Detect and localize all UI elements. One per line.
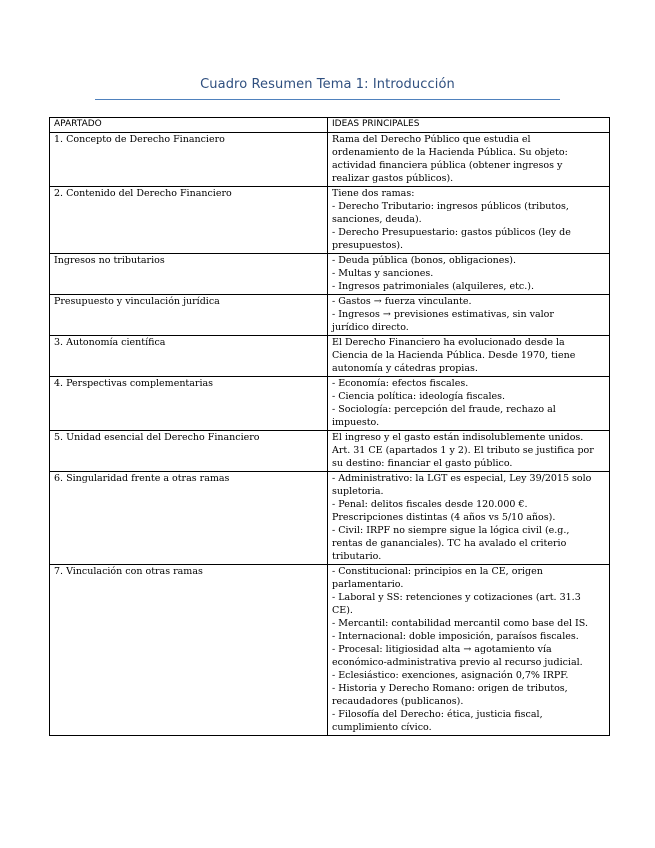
idea-line: - Economía: efectos fiscales. — [332, 378, 469, 389]
idea-line: - Multas y sanciones. — [332, 268, 434, 279]
idea-line: - Historia y Derecho Romano: origen de tributos, — [332, 683, 568, 694]
table-body — [50, 133, 610, 736]
idea-line: tributario. — [332, 551, 382, 562]
idea-line: - Derecho Presupuestario: gastos públicos (ley de — [332, 227, 571, 238]
idea-line: - Filosofía del Derecho: ética, justicia fiscal, — [332, 709, 543, 720]
idea-line: - Sociología: percepción del fraude, rechazo al — [332, 404, 556, 415]
apartado-cell: 1. Concepto de Derecho Financiero — [50, 133, 328, 187]
idea-line: cumplimiento cívico. — [332, 722, 432, 733]
ideas-cell — [328, 377, 610, 431]
apartado-cell: 6. Singularidad frente a otras ramas — [50, 472, 328, 565]
table-header-row — [50, 118, 610, 133]
idea-line: Rama del Derecho Público que estudia el — [332, 134, 531, 145]
idea-line: parlamentario. — [332, 579, 404, 590]
table-row — [50, 254, 610, 295]
idea-line: autonomía y cátedras propias. — [332, 363, 478, 374]
table-row — [50, 377, 610, 431]
idea-line: - Penal: delitos fiscales desde 120.000 €. — [332, 499, 528, 510]
header-apartado: APARTADO — [50, 118, 328, 133]
table-row — [50, 187, 610, 254]
ideas-cell — [328, 295, 610, 336]
idea-line: - Mercantil: contabilidad mercantil como base del IS. — [332, 618, 588, 629]
apartado-cell: 2. Contenido del Derecho Financiero — [50, 187, 328, 254]
idea-line: sanciones, deuda). — [332, 214, 422, 225]
idea-line: Tiene dos ramas: — [332, 188, 415, 199]
idea-line: ordenamiento de la Hacienda Pública. Su objeto: — [332, 147, 568, 158]
idea-line: - Eclesiástico: exenciones, asignación 0,7% IRPF. — [332, 670, 569, 681]
ideas-cell — [328, 431, 610, 472]
idea-line: El Derecho Financiero ha evolucionado desde la — [332, 337, 565, 348]
apartado-cell: 5. Unidad esencial del Derecho Financiero — [50, 431, 328, 472]
header-ideas-principales: IDEAS PRINCIPALES — [328, 118, 610, 133]
idea-line: rentas de gananciales). TC ha avalado el criterio — [332, 538, 567, 549]
idea-line: CE). — [332, 605, 353, 616]
idea-line: Art. 31 CE (apartados 1 y 2). El tributo se justifica por — [332, 445, 594, 456]
table-row — [50, 431, 610, 472]
idea-line: - Ciencia política: ideología fiscales. — [332, 391, 506, 402]
table-row — [50, 295, 610, 336]
table-row — [50, 565, 610, 736]
idea-line: Ciencia de la Hacienda Pública. Desde 1970, tiene — [332, 350, 576, 361]
table-row — [50, 336, 610, 377]
idea-line: Prescripciones distintas (4 años vs 5/10 años). — [332, 512, 556, 523]
idea-line: supletoria. — [332, 486, 384, 497]
summary-table — [49, 117, 610, 736]
idea-line: realizar gastos públicos). — [332, 173, 454, 184]
idea-line: - Gastos → fuerza vinculante. — [332, 296, 472, 307]
ideas-cell — [328, 187, 610, 254]
table-row — [50, 472, 610, 565]
apartado-cell: 7. Vinculación con otras ramas — [50, 565, 328, 736]
idea-line: jurídico directo. — [332, 322, 409, 333]
apartado-cell: 3. Autonomía científica — [50, 336, 328, 377]
idea-line: - Civil: IRPF no siempre sigue la lógica civil (e.g., — [332, 525, 570, 536]
apartado-cell: 4. Perspectivas complementarias — [50, 377, 328, 431]
idea-line: - Derecho Tributario: ingresos públicos (tributos, — [332, 201, 569, 212]
title-underline — [95, 99, 560, 100]
ideas-cell — [328, 472, 610, 565]
idea-line: presupuestos). — [332, 240, 404, 251]
idea-line: económico-administrativa previo al recurso judicial. — [332, 657, 583, 668]
idea-line: - Laboral y SS: retenciones y cotizaciones (art. 31.3 — [332, 592, 581, 603]
idea-line: - Internacional: doble imposición, paraísos fiscales. — [332, 631, 579, 642]
apartado-cell: Ingresos no tributarios — [50, 254, 328, 295]
idea-line: El ingreso y el gasto están indisolublemente unidos. — [332, 432, 584, 443]
table-row — [50, 133, 610, 187]
ideas-cell — [328, 336, 610, 377]
idea-line: impuesto. — [332, 417, 380, 428]
document-title: Cuadro Resumen Tema 1: Introducción — [200, 77, 455, 92]
apartado-cell: Presupuesto y vinculación jurídica — [50, 295, 328, 336]
ideas-cell — [328, 565, 610, 736]
ideas-cell — [328, 254, 610, 295]
idea-line: su destino: financiar el gasto público. — [332, 458, 513, 469]
ideas-cell — [328, 133, 610, 187]
idea-line: actividad financiera pública (obtener ingresos y — [332, 160, 563, 171]
idea-line: - Deuda pública (bonos, obligaciones). — [332, 255, 517, 266]
idea-line: - Administrativo: la LGT es especial, Ley 39/2015 solo — [332, 473, 592, 484]
idea-line: - Constitucional: principios en la CE, origen — [332, 566, 543, 577]
idea-line: - Ingresos → previsiones estimativas, sin valor — [332, 309, 554, 320]
idea-line: - Procesal: litigiosidad alta → agotamiento vía — [332, 644, 552, 655]
idea-line: recaudadores (publicanos). — [332, 696, 464, 707]
idea-line: - Ingresos patrimoniales (alquileres, etc.). — [332, 281, 534, 292]
